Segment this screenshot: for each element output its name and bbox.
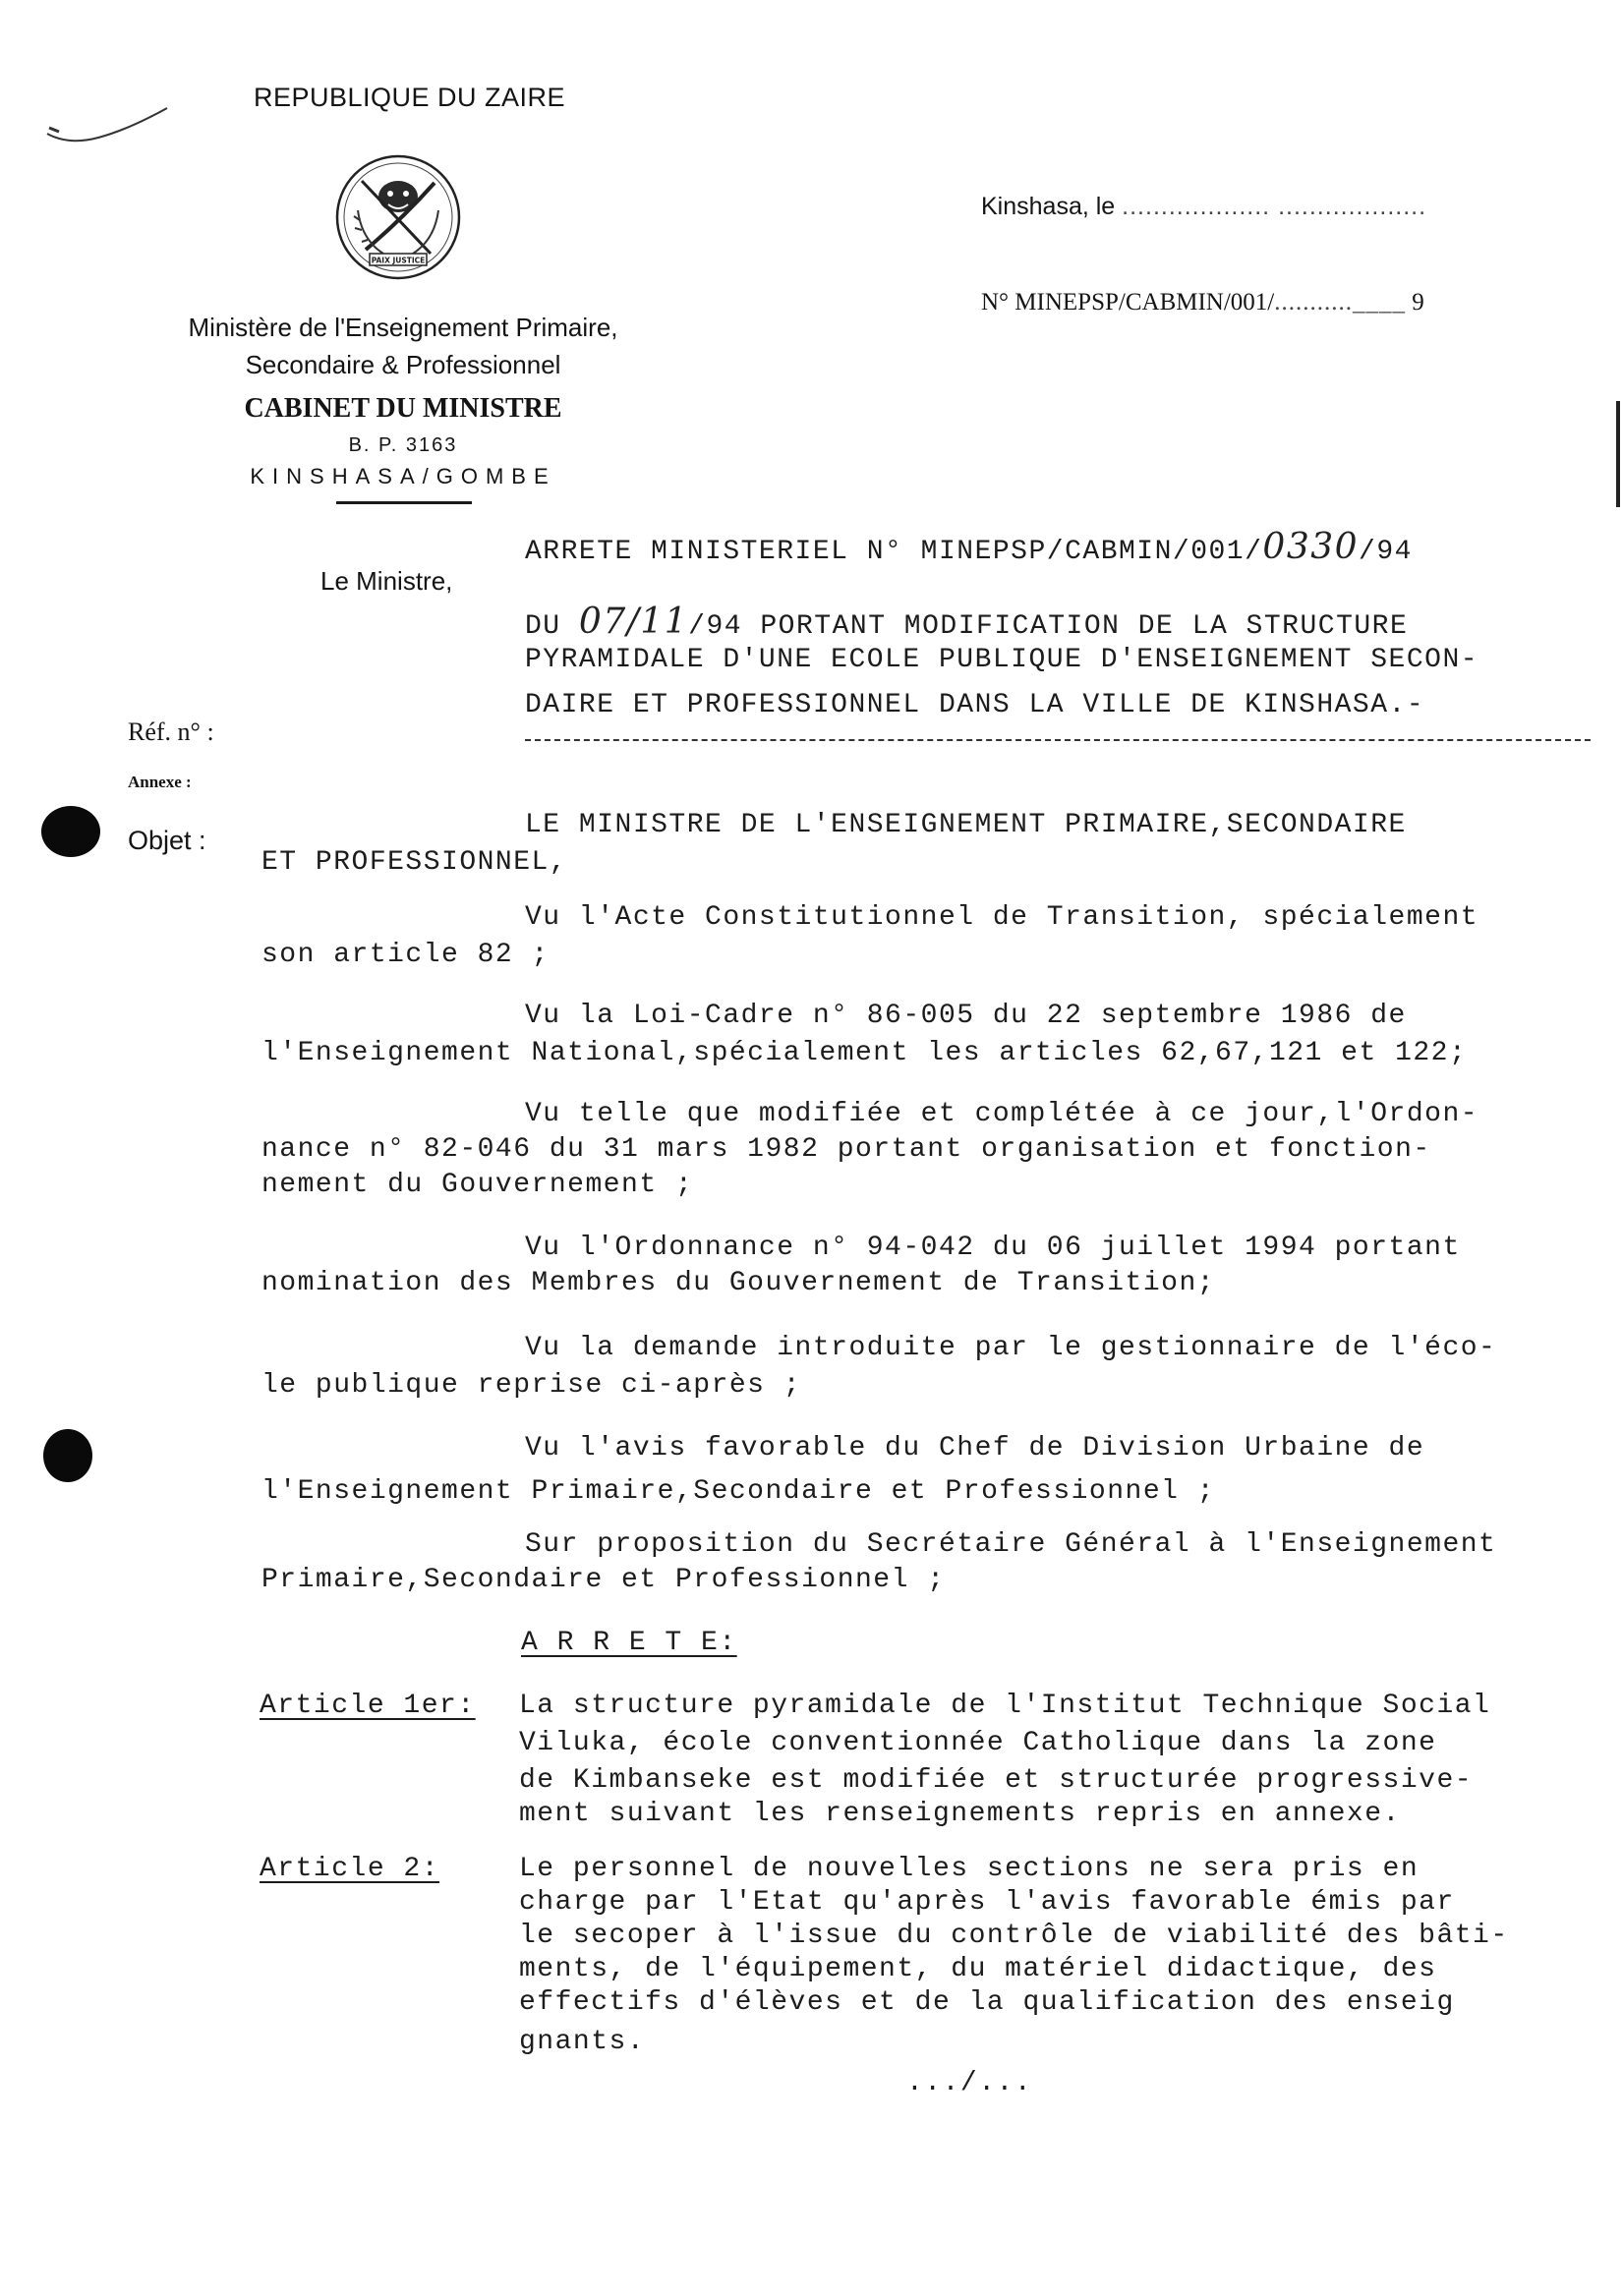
article-1-line: La structure pyramidale de l'Institut Technique Social bbox=[519, 1691, 1491, 1721]
recital-line: l'Enseignement National,spécialement les articles 62,67,121 et 122; bbox=[261, 1038, 1468, 1068]
reference-prefix: N° MINEPSP/CABMIN/001/ bbox=[981, 289, 1275, 316]
recital-line: nance n° 82-046 du 31 mars 1982 portant organisation et fonction- bbox=[261, 1134, 1431, 1165]
recital-line: Vu l'Acte Constitutionnel de Transition, spécialement bbox=[525, 902, 1479, 933]
article-1-line: Viluka, école conventionnée Catholique dans la zone bbox=[519, 1728, 1437, 1758]
recital-line: Vu telle que modifiée et complétée à ce jour,l'Ordon- bbox=[525, 1099, 1479, 1129]
article-2-line: charge par l'Etat qu'après l'avis favorable émis par bbox=[519, 1887, 1455, 1918]
article-1-line: ment suivant les renseignements repris en annexe. bbox=[519, 1799, 1401, 1829]
article-2-line: ments, de l'équipement, du matériel didactique, des bbox=[519, 1954, 1437, 1984]
title-dashed-rule bbox=[525, 739, 1591, 741]
decree-title-line4: DAIRE ET PROFESSIONNEL DANS LA VILLE DE KINSHASA.- bbox=[525, 690, 1425, 720]
reference-suffix: 9 bbox=[1412, 289, 1424, 316]
article-2-line: le secoper à l'issue du contrôle de viabilité des bâti- bbox=[519, 1921, 1509, 1951]
recital-line: Vu la demande introduite par le gestionnaire de l'éco- bbox=[525, 1333, 1497, 1363]
reference-number bbox=[981, 289, 1424, 316]
preamble-line: LE MINISTRE DE L'ENSEIGNEMENT PRIMAIRE,SECONDAIRE bbox=[525, 810, 1407, 840]
page-continuation-mark: .../... bbox=[906, 2068, 1033, 2098]
article-2-line: gnants. bbox=[519, 2027, 646, 2057]
emblem-motto: PAIX JUSTICE bbox=[371, 256, 426, 265]
recital-line: l'Enseignement Primaire,Secondaire et Professionnel ; bbox=[261, 1476, 1216, 1507]
preamble-line: ET PROFESSIONNEL, bbox=[261, 847, 568, 878]
annex-label: Annexe : bbox=[128, 773, 192, 791]
minister-label: Le Ministre, bbox=[320, 566, 453, 596]
recital-line: le publique reprise ci-après ; bbox=[261, 1370, 802, 1401]
decree-title-line2: DU 07/11/94 PORTANT MODIFICATION DE LA STRUCTURE bbox=[525, 602, 1409, 642]
handwritten-decree-date: 07/11 bbox=[578, 602, 689, 642]
country-heading: REPUBLIQUE DU ZAIRE bbox=[254, 83, 566, 112]
ref-label: Réf. n° : bbox=[128, 718, 214, 746]
article-2-label: Article 2: bbox=[260, 1854, 440, 1884]
cabinet-heading: CABINET DU MINISTRE bbox=[244, 393, 562, 424]
handwritten-decree-number: 0330 bbox=[1262, 527, 1360, 567]
header-underline bbox=[336, 501, 472, 504]
article-2-line: Le personnel de nouvelles sections ne sera pris en bbox=[519, 1854, 1420, 1884]
recital-line: Vu l'Ordonnance n° 94-042 du 06 juillet 1994 portant bbox=[525, 1233, 1461, 1263]
recital-line: Vu l'avis favorable du Chef de Division Urbaine de bbox=[525, 1433, 1425, 1464]
object-label: Objet : bbox=[128, 826, 206, 855]
recital-line: Primaire,Secondaire et Professionnel ; bbox=[261, 1565, 946, 1595]
decree-heading: A R R E T E: bbox=[521, 1628, 737, 1658]
article-1-label: Article 1er: bbox=[260, 1691, 476, 1721]
po-box: B. P. 3163 bbox=[348, 434, 458, 456]
place-date-label: Kinshasa, le bbox=[981, 193, 1116, 220]
punch-hole-mark bbox=[43, 1429, 92, 1482]
article-2-line: effectifs d'élèves et de la qualification des enseig bbox=[519, 1987, 1455, 2018]
ministry-name-line2: Secondaire & Professionnel bbox=[245, 350, 561, 379]
recital-line: nement du Gouvernement ; bbox=[261, 1170, 694, 1200]
recital-line: son article 82 ; bbox=[261, 940, 550, 970]
coat-of-arms-emblem bbox=[332, 151, 464, 283]
reference-blank: ...........____ bbox=[1274, 289, 1406, 316]
city-line: KINSHASA/GOMBE bbox=[250, 464, 556, 488]
recital-line: nomination des Membres du Gouvernement de Transition; bbox=[261, 1268, 1216, 1298]
ministry-name-line1: Ministère de l'Enseignement Primaire, bbox=[188, 313, 618, 342]
place-date-line bbox=[981, 193, 1426, 221]
margin-mark bbox=[1616, 401, 1620, 507]
article-1-line: de Kimbanseke est modifiée et structurée progressive- bbox=[519, 1765, 1474, 1796]
decree-title-line1: ARRETE MINISTERIEL N° MINEPSP/CABMIN/001/0330/94 bbox=[525, 527, 1413, 567]
recital-line: Vu la Loi-Cadre n° 86-005 du 22 septembre 1986 de bbox=[525, 1001, 1407, 1031]
recital-line: Sur proposition du Secrétaire Général à l'Enseignement bbox=[525, 1529, 1497, 1560]
scan-scratch-mark bbox=[39, 94, 177, 163]
punch-hole-mark bbox=[41, 806, 100, 857]
date-blank: ................... ................... bbox=[1122, 193, 1427, 220]
decree-title-line3: PYRAMIDALE D'UNE ECOLE PUBLIQUE D'ENSEIGNEMENT SECON- bbox=[525, 645, 1479, 675]
